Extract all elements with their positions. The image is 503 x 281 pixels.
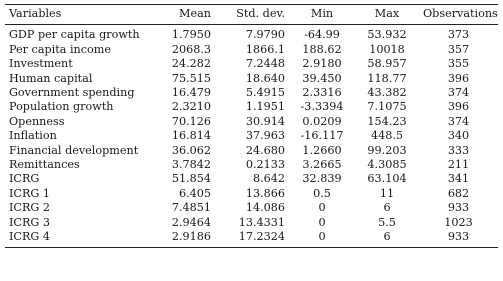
cell-min: 0.0209 xyxy=(302,114,342,128)
cell-std-dev: 5.4915 xyxy=(245,86,285,100)
cell-mean: 3.7842 xyxy=(171,158,211,172)
cell-min: 0.5 xyxy=(313,186,331,200)
cell-mean: 2.9464 xyxy=(171,215,211,229)
cell-observations: 396 xyxy=(447,71,470,85)
cell-min: 32.839 xyxy=(302,172,342,186)
cell-mean: 2068.3 xyxy=(171,42,211,56)
cell-max: 5.5 xyxy=(378,215,396,229)
cell-max: 99.203 xyxy=(367,143,407,157)
table-row xyxy=(5,230,498,247)
cell-mean: 1.7950 xyxy=(171,28,211,42)
cell-variable: GDP per capita growth xyxy=(9,28,140,42)
cell-max: 154.23 xyxy=(367,114,407,128)
header-variables: Variables xyxy=(9,7,62,20)
cell-std-dev: 17.2324 xyxy=(238,230,285,244)
cell-observations: 374 xyxy=(447,86,470,100)
cell-max: 11 xyxy=(379,186,395,200)
table-row xyxy=(5,115,498,129)
cell-max: 6 xyxy=(383,230,391,244)
table-row xyxy=(5,25,498,43)
table-row xyxy=(5,57,498,71)
cell-variable: Human capital xyxy=(9,71,93,85)
cell-variable: ICRG 3 xyxy=(9,215,51,229)
cell-variable: Remittances xyxy=(9,158,80,172)
table-row xyxy=(5,172,498,186)
table-body xyxy=(5,25,498,247)
cell-mean: 16.479 xyxy=(171,86,211,100)
cell-observations: 333 xyxy=(447,143,470,157)
summary-statistics-table-container xyxy=(5,4,498,248)
cell-std-dev: 30.914 xyxy=(245,114,285,128)
cell-min: 0 xyxy=(318,230,326,244)
cell-observations: 374 xyxy=(447,114,470,128)
cell-variable: Financial development xyxy=(9,143,139,157)
table-row xyxy=(5,43,498,57)
table-row xyxy=(5,100,498,114)
table-row xyxy=(5,86,498,100)
cell-variable: ICRG 2 xyxy=(9,201,51,215)
cell-observations: 341 xyxy=(447,172,470,186)
cell-variable: Openness xyxy=(9,114,65,128)
cell-max: 63.104 xyxy=(367,172,407,186)
cell-variable: Government spending xyxy=(9,86,135,100)
cell-mean: 16.814 xyxy=(171,129,211,143)
cell-observations: 933 xyxy=(447,230,470,244)
cell-observations: 211 xyxy=(447,158,470,172)
cell-max: 4.3085 xyxy=(367,158,407,172)
table-row xyxy=(5,72,498,86)
table-row xyxy=(5,216,498,230)
cell-variable: Population growth xyxy=(9,100,114,114)
header-row xyxy=(5,5,498,25)
cell-mean: 24.282 xyxy=(171,57,211,71)
cell-std-dev: 1.1951 xyxy=(245,100,285,114)
cell-observations: 355 xyxy=(447,57,470,71)
cell-min: 1.2660 xyxy=(302,143,342,157)
cell-variable: Investment xyxy=(9,57,73,71)
cell-variable: ICRG xyxy=(9,172,40,186)
cell-mean: 75.515 xyxy=(171,71,211,85)
cell-max: 448.5 xyxy=(370,129,404,143)
header-max: Max xyxy=(374,7,400,20)
cell-std-dev: 14.086 xyxy=(245,201,285,215)
header-min: Min xyxy=(310,7,334,20)
cell-variable: Inflation xyxy=(9,129,57,143)
cell-max: 58.957 xyxy=(367,57,407,71)
table-row xyxy=(5,129,498,143)
cell-min: 2.9180 xyxy=(302,57,342,71)
cell-observations: 1023 xyxy=(444,215,473,229)
cell-std-dev: 18.640 xyxy=(245,71,285,85)
cell-mean: 51.854 xyxy=(171,172,211,186)
cell-std-dev: 0.2133 xyxy=(245,158,285,172)
cell-mean: 36.062 xyxy=(171,143,211,157)
cell-std-dev: 8.642 xyxy=(252,172,285,186)
cell-std-dev: 7.9790 xyxy=(245,28,285,42)
header-mean: Mean xyxy=(179,7,211,20)
cell-min: -3.3394 xyxy=(300,100,344,114)
cell-min: 0 xyxy=(318,215,326,229)
cell-min: -16.117 xyxy=(300,129,344,143)
cell-observations: 373 xyxy=(447,28,470,42)
cell-max: 118.77 xyxy=(367,71,407,85)
table-row xyxy=(5,187,498,201)
cell-max: 43.382 xyxy=(367,86,407,100)
table-row xyxy=(5,144,498,158)
cell-mean: 70.126 xyxy=(171,114,211,128)
cell-min: -64.99 xyxy=(304,28,340,42)
cell-min: 3.2665 xyxy=(302,158,342,172)
cell-max: 10018 xyxy=(369,42,405,56)
cell-std-dev: 13.866 xyxy=(245,186,285,200)
cell-std-dev: 24.680 xyxy=(245,143,285,157)
cell-variable: Per capita income xyxy=(9,42,111,56)
cell-variable: ICRG 4 xyxy=(9,230,51,244)
header-observations: Observations xyxy=(423,7,498,20)
cell-variable: ICRG 1 xyxy=(9,186,51,200)
cell-max: 6 xyxy=(383,201,391,215)
cell-std-dev: 1866.1 xyxy=(245,42,285,56)
cell-min: 188.62 xyxy=(302,42,342,56)
cell-std-dev: 7.2448 xyxy=(245,57,285,71)
cell-mean: 7.4851 xyxy=(171,201,211,215)
cell-std-dev: 37.963 xyxy=(245,129,285,143)
cell-mean: 2.3210 xyxy=(171,100,211,114)
header-std-dev: Std. dev. xyxy=(236,7,285,20)
cell-max: 53.932 xyxy=(367,28,407,42)
table-row xyxy=(5,158,498,172)
cell-max: 7.1075 xyxy=(367,100,407,114)
summary-statistics-table xyxy=(5,4,498,248)
cell-observations: 357 xyxy=(447,42,470,56)
table-header xyxy=(5,5,498,25)
cell-mean: 2.9186 xyxy=(171,230,211,244)
cell-observations: 396 xyxy=(447,100,470,114)
cell-observations: 340 xyxy=(447,129,470,143)
cell-observations: 682 xyxy=(447,186,470,200)
cell-mean: 6.405 xyxy=(178,186,211,200)
cell-min: 0 xyxy=(318,201,326,215)
cell-min: 39.450 xyxy=(302,71,342,85)
table-row xyxy=(5,201,498,215)
cell-min: 2.3316 xyxy=(302,86,342,100)
cell-std-dev: 13.4331 xyxy=(238,215,285,229)
cell-observations: 933 xyxy=(447,201,470,215)
